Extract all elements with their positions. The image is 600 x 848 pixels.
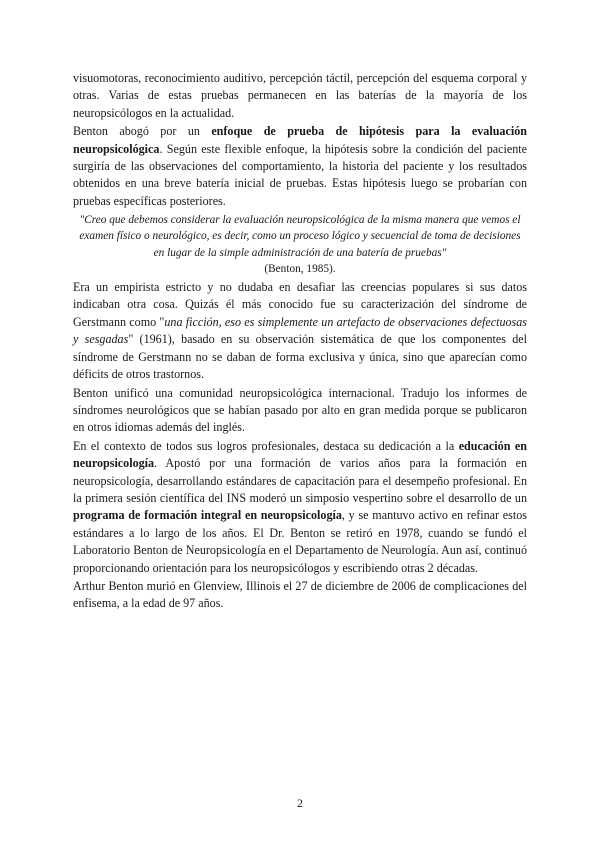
- paragraph-text: Benton abogó por un: [73, 124, 212, 139]
- paragraph-text: Arthur Benton murió en Glenview, Illinois el 27 de diciembre de 2006 de complicaciones del enfisema, a la edad de 97 años.: [73, 578, 527, 611]
- paragraph-community: [73, 385, 527, 437]
- body-text: [73, 70, 527, 614]
- bold-term: enfoque de prueba de hipótesis para la evaluación neuropsicológica: [73, 124, 527, 156]
- paragraph-text: . Según este flexible enfoque, la hipótesis sobre la condición del paciente surgiría de las observaciones del comportamiento, la historia del paciente y los resultados obtenidos en una breve batería inicial de pruebas. Estas hipótesis luego se probarían con pruebas específicas posteriores.: [73, 141, 527, 208]
- paragraph-text: , y se mantuvo activo en refinar estos estándares a lo largo de los años. El Dr. Benton se retiró en 1978, cuando se fundó el Laboratorio Benton de Neuropsicología en el Departamento de Neurología. Aun así, continuó proporcionando orientación para los neuropsicólogos y escribiendo otras 2 décadas.: [73, 508, 527, 575]
- block-quote: [79, 212, 521, 277]
- italic-quote: una ficción, eso es simplemente un artefacto de observaciones defectuosas y sesgadas: [73, 314, 528, 347]
- paragraph-death: [73, 578, 527, 613]
- paragraph-text: Benton unificó una comunidad neuropsicológica internacional. Tradujo los informes de síndromes neurológicos que se habían pasado por alto en gran medida porque se publicaron en otros idiomas además del inglés.: [73, 385, 527, 435]
- paragraph-text: visuomotoras, reconocimiento auditivo, percepción táctil, percepción del esquema corporal y otras. Varias de estas pruebas permanecen en las baterías de la mayoría de los neuropsicólogos en la actualidad.: [73, 71, 527, 120]
- paragraph-education: [73, 438, 527, 577]
- quote-text: "Creo que debemos considerar la evaluación neuropsicológica de la misma manera que vemos el examen físico o neurológico, es decir, como un proceso lógico y secuencial de toma de decisiones en lugar de la simple administración de una batería de pruebas": [79, 214, 521, 259]
- bold-term: educación en neuropsicología: [73, 438, 527, 471]
- bold-term: programa de formación integral en neuropsicología: [73, 508, 342, 523]
- paragraph-tests: [73, 70, 527, 122]
- paragraph-text: . Apostó por una formación de varios años para la formación en neuropsicología, desarrollando estándares de capacitación para el desempeño profesional. En la primera sesión científica del INS moderó un simposio vespertino sobre el desarrollo de un: [73, 456, 527, 505]
- paragraph-empiricist: [73, 279, 527, 383]
- paragraph-text: En el contexto de todos sus logros profesionales, destaca su dedicación a la: [73, 438, 459, 453]
- paragraph-hypothesis: [73, 123, 527, 210]
- quote-citation: (Benton, 1985).: [264, 262, 336, 275]
- paragraph-text: " (1961), basado en su observación sistemática de que los componentes del síndrome de Gerstmann no se daban de forma exclusiva y única, sino que aparecían como déficits de otros trastornos.: [73, 332, 527, 382]
- page-number: 2: [297, 796, 303, 810]
- paragraph-text: Era un empirista estricto y no dudaba en desafiar las creencias populares si sus datos indicaban otra cosa. Quizás él más conocido fue su caracterización del síndrome de Gerstmann como ": [73, 280, 527, 329]
